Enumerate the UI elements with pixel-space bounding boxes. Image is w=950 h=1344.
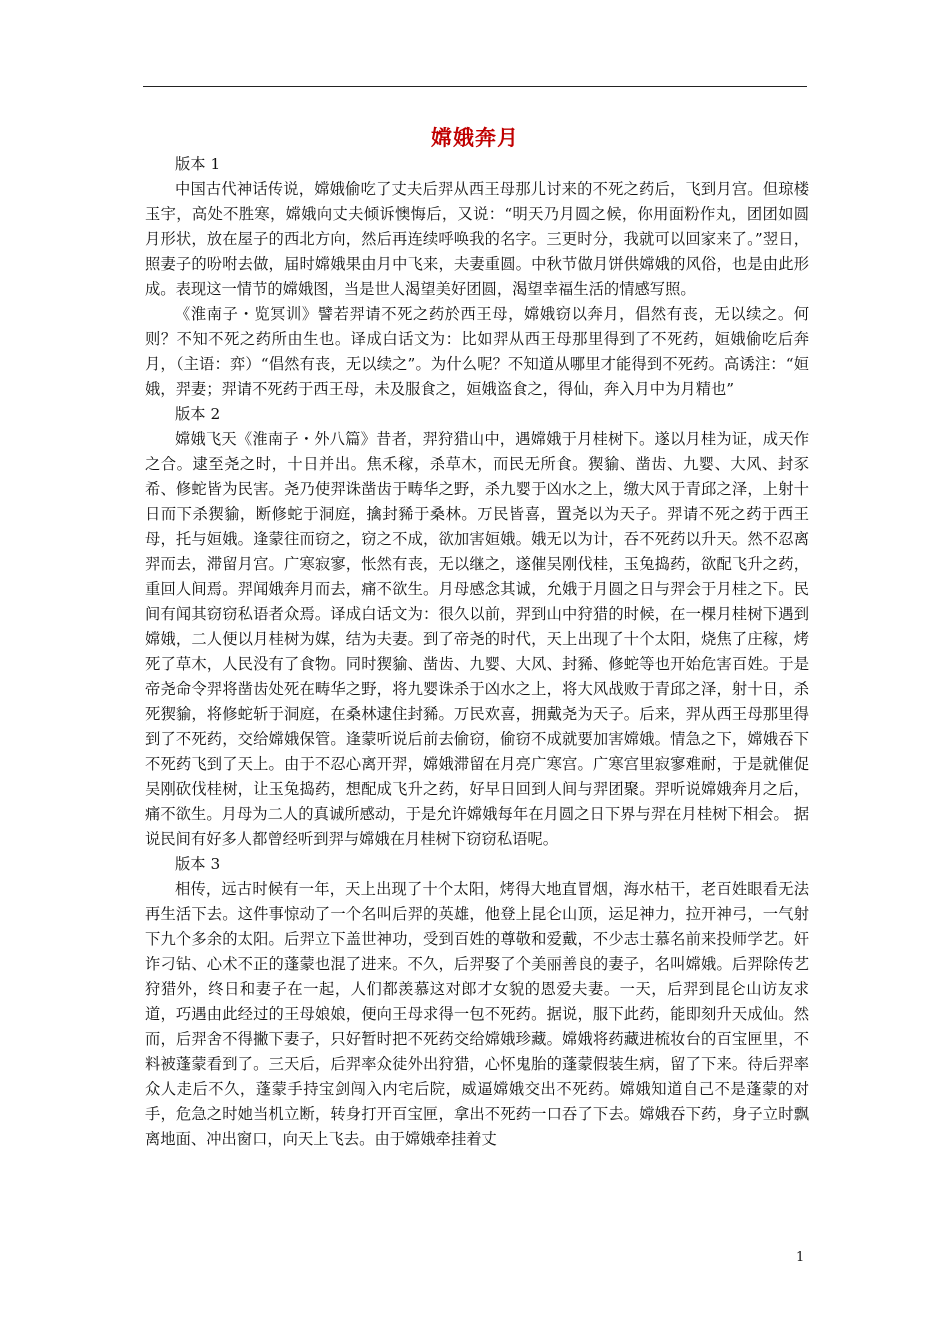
page-title: 嫦娥奔月 (431, 125, 519, 150)
paragraph: 嫦娥飞天《淮南子・外八篇》昔者，羿狩猎山中，遇嫦娥于月桂树下。遂以月桂为证，成天作之合。逮至尧之时，十日并出。焦禾稼，杀草木，而民无所食。猰貐、凿齿、九婴、大风、封豕希、修蛇皆为民害。尧乃使羿诛凿齿于畴华之野，杀九婴于凶水之上，缴大风于青邱之泽，上射十日而下杀猰貐，断修蛇于洞庭，擒封豨于桑林。万民皆喜，置尧以为天子。羿请不死之药于西王母，托与姮娥。逢蒙往而窃之，窃之不成，欲加害姮娥。娥无以为计，吞不死药以升天。然不忍离羿而去，滞留月宫。广寒寂寥，怅然有丧，无以继之，遂催吴刚伐桂，玉兔捣药，欲配飞升之药，重回人间焉。羿闻娥奔月而去，痛不欲生。月母感念其诚，允娥于月圆之日与羿会于月桂之下。民间有闻其窃窃私语者众焉。译成白话文为：很久以前，羿到山中狩猎的时候，在一棵月桂树下遇到嫦娥，二人便以月桂树为媒，结为夫妻。到了帝尧的时代，天上出现了十个太阳，烧焦了庄稼，烤死了草木，人民没有了食物。同时猰貐、凿齿、九婴、大风、封豨、修蛇等也开始危害百姓。于是帝尧命令羿将凿齿处死在畴华之野，将九婴诛杀于凶水之上，将大风战败于青邱之泽，射十日，杀死猰貐，将修蛇斩于洞庭，在桑林逮住封豨。万民欢喜，拥戴尧为天子。后来，羿从西王母那里得到了不死药，交给嫦娥保管。逢蒙听说后前去偷窃，偷窃不成就要加害嫦娥。情急之下，嫦娥吞下不死药飞到了天上。由于不忍心离开羿，嫦娥滞留在月亮广寒宫。广寒宫里寂寥难耐，于是就催促吴刚砍伐桂树，让玉兔捣药，想配成飞升之药，好早日回到人间与羿团聚。羿听说嫦娥奔月之后，痛不欲生。月母为二人的真诚所感动，于是允许嫦娥每年在月圆之日下界与羿在月桂树下相会。 据说民间有好多人都曾经听到羿与嫦娥在月桂树下窃窃私语呢。 (145, 430, 809, 848)
paragraph: 中国古代神话传说，嫦娥偷吃了丈夫后羿从西王母那儿讨来的不死之药后，飞到月宫。但琼楼玉宇，高处不胜寒，嫦娥向丈夫倾诉懊悔后，又说：“明天乃月圆之候，你用面粉作丸，团团如圆月形状，放在屋子的西北方向，然后再连续呼唤我的名字。三更时分，我就可以回家来了。”翌日，照妻子的吩咐去做，届时嫦娥果由月中飞来，夫妻重圆。中秋节做月饼供嫦娥的风俗，也是由此形成。表现这一情节的嫦娥图，当是世人渴望美好团圆，渴望幸福生活的情感写照。 (145, 180, 809, 298)
paragraph: 相传，远古时候有一年，天上出现了十个太阳，烤得大地直冒烟，海水枯干，老百姓眼看无法再生活下去。这件事惊动了一个名叫后羿的英雄，他登上昆仑山顶，运足神力，拉开神弓，一气射下九个多余的太阳。后羿立下盖世神功，受到百姓的尊敬和爱戴，不少志士慕名前来投师学艺。奸诈刁钻、心术不正的蓬蒙也混了进来。不久，后羿娶了个美丽善良的妻子，名叫嫦娥。后羿除传艺狩猎外，终日和妻子在一起，人们都羡慕这对郎才女貌的恩爱夫妻。一天，后羿到昆仑山访友求道，巧遇由此经过的王母娘娘，便向王母求得一包不死药。据说，服下此药，能即刻升天成仙。然而，后羿舍不得撇下妻子，只好暂时把不死药交给嫦娥珍藏。嫦娥将药藏进梳妆台的百宝匣里，不料被蓬蒙看到了。三天后，后羿率众徒外出狩猎，心怀鬼胎的蓬蒙假装生病，留了下来。待后羿率众人走后不久，蓬蒙手持宝剑闯入内宅后院，威逼嫦娥交出不死药。嫦娥知道自己不是蓬蒙的对手，危急之时她当机立断，转身打开百宝匣，拿出不死药一口吞了下去。嫦娥吞下药，身子立时飘离地面、冲出窗口，向天上飞去。由于嫦娥牵挂着丈 (145, 880, 809, 1148)
section-heading: 版本 3 (175, 855, 221, 873)
page-number: 1 (796, 1250, 805, 1265)
paragraph: 《淮南子・览冥训》譬若羿请不死之药於西王母，嫦娥窃以奔月，倡然有丧，无以续之。何则？不知不死之药所由生也。译成白话文为：比如羿从西王母那里得到了不死药，姮娥偷吃后奔月，（主语：弈）“倡然有丧，无以续之”。为什么呢？不知道从哪里才能得到不死药。高诱注：“姮娥，羿妻；羿请不死药于西王母，未及服食之，姮娥盗食之，得仙，奔入月中为月精也” (145, 305, 809, 398)
header-rule (143, 86, 807, 87)
document-body (145, 152, 809, 1152)
section-heading: 版本 2 (175, 405, 221, 423)
section-heading: 版本 1 (175, 155, 221, 173)
